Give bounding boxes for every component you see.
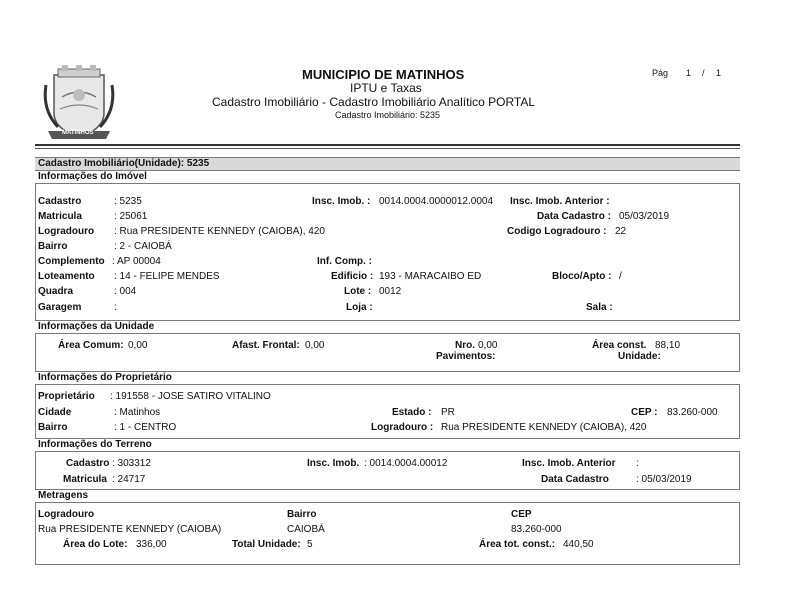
imovel-logradouro-label: Logradouro: [38, 226, 95, 237]
imovel-quadra-value: : 004: [114, 286, 137, 297]
metragens-cep-value: 83.260-000: [511, 524, 562, 535]
imovel-bloco-label: Bloco/Apto :: [552, 271, 612, 282]
section-unidade-title: Informações da Unidade: [38, 321, 155, 332]
section-terreno-title: Informações do Terreno: [38, 439, 152, 450]
page-label: Pág: [652, 68, 669, 78]
unidade-pavimentos-label: Pavimentos:: [436, 351, 496, 362]
prop-logradouro-value: Rua PRESIDENTE KENNEDY (CAIOBA), 420: [441, 422, 647, 433]
metragens-area-lote-label: Área do Lote:: [63, 539, 128, 550]
imovel-logradouro-value: : Rua PRESIDENTE KENNEDY (CAIOBA), 420: [114, 226, 325, 237]
imovel-insc-label: Insc. Imob. :: [312, 196, 371, 207]
prop-logradouro-label: Logradouro :: [371, 422, 434, 433]
imovel-edificio-label: Edificio :: [331, 271, 374, 282]
terreno-data-cadastro-label: Data Cadastro: [541, 474, 609, 485]
imovel-quadra-label: Quadra: [38, 286, 74, 297]
imovel-lote-value: 0012: [379, 286, 402, 297]
metragens-total-unidade-value: 5: [307, 539, 313, 550]
section-terreno-bar: [35, 438, 740, 452]
imovel-matricula-label: Matricula: [38, 211, 82, 222]
imovel-lote-label: Lote :: [344, 286, 372, 297]
prop-proprietario-label: Proprietário: [38, 391, 95, 402]
imovel-sala-label: Sala :: [586, 302, 613, 313]
record-title-bar: [35, 157, 740, 171]
unidade-area-const-label: Área const.: [592, 340, 647, 351]
terreno-insc-anterior-label: Insc. Imob. Anterior: [522, 458, 616, 469]
section-imovel-title: Informações do Imóvel: [38, 171, 147, 182]
imovel-cod-logradouro-label: Codigo Logradouro :: [507, 226, 607, 237]
imovel-insc-anterior-label: Insc. Imob. Anterior :: [510, 196, 610, 207]
imovel-loteamento-value: : 14 - FELIPE MENDES: [114, 271, 220, 282]
imovel-bloco-value: /: [619, 271, 622, 282]
terreno-cadastro-value: : 303312: [112, 458, 151, 469]
terreno-matricula-label: Matricula: [63, 474, 107, 485]
metragens-area-lote-value: 336,00: [136, 539, 167, 550]
municipal-crest-logo: [40, 65, 118, 145]
imovel-garagem-value: :: [114, 302, 117, 313]
imovel-complemento-label: Complemento: [38, 256, 105, 267]
section-unidade-bar: [35, 320, 740, 334]
prop-estado-value: PR: [441, 407, 455, 418]
terreno-matricula-value: : 24717: [112, 474, 146, 485]
unidade-unidade-label: Unidade:: [618, 351, 661, 362]
imovel-data-cadastro-label: Data Cadastro :: [537, 211, 611, 222]
section-metragens-title: Metragens: [38, 490, 89, 501]
report-cadastro-ref: Cadastro Imobiliário: 5235: [335, 110, 441, 120]
metragens-col-logradouro: Logradouro: [38, 509, 95, 520]
imovel-insc-value: 0014.0004.0000012.0004: [379, 196, 494, 207]
prop-estado-label: Estado :: [392, 407, 432, 418]
terreno-cadastro-label: Cadastro: [66, 458, 110, 469]
prop-bairro-label: Bairro: [38, 422, 68, 433]
header-rule-thick: [35, 144, 740, 146]
imovel-complemento-value: : AP 00004: [112, 256, 161, 267]
unidade-area-const-value: 88,10: [655, 340, 681, 351]
unidade-nro-value: 0,00: [478, 340, 498, 351]
unidade-nro-label: Nro.: [455, 340, 475, 351]
imovel-matricula-value: : 25061: [114, 211, 148, 222]
unidade-afast-label: Afast. Frontal:: [232, 340, 300, 351]
metragens-area-tot-value: 440,50: [563, 539, 594, 550]
prop-cep-label: CEP :: [631, 407, 658, 418]
crest-ribbon-text: MATINHOS: [62, 130, 94, 136]
imovel-bairro-value: : 2 - CAIOBÁ: [114, 241, 172, 252]
terreno-insc-label: Insc. Imob.: [307, 458, 360, 469]
prop-cidade-label: Cidade: [38, 407, 72, 418]
prop-proprietario-value: : 191558 - JOSE SATIRO VITALINO: [110, 391, 271, 402]
imovel-cadastro-value: : 5235: [114, 196, 142, 207]
prop-bairro-value: : 1 - CENTRO: [114, 422, 177, 433]
section-imovel-bar: [35, 170, 740, 184]
imovel-cod-logradouro-value: 22: [615, 226, 627, 237]
metragens-area-tot-label: Área tot. const.:: [479, 539, 556, 550]
report-title: Cadastro Imobiliário - Cadastro Imobiliário Analítico PORTAL: [212, 95, 536, 109]
header-rule-thin: [35, 148, 740, 149]
section-proprietario-title: Informações do Proprietário: [38, 372, 172, 383]
metragens-total-unidade-label: Total Unidade:: [232, 539, 301, 550]
record-title: Cadastro Imobiliário(Unidade): 5235: [38, 158, 210, 169]
unidade-afast-value: 0,00: [305, 340, 325, 351]
unidade-area-comum-label: Área Comum:: [58, 340, 124, 351]
imovel-cadastro-label: Cadastro: [38, 196, 82, 207]
prop-cidade-value: : Matinhos: [114, 407, 161, 418]
terreno-insc-anterior-value: :: [636, 458, 639, 469]
report-subtitle: IPTU e Taxas: [350, 81, 422, 95]
imovel-bairro-label: Bairro: [38, 241, 68, 252]
metragens-col-bairro: Bairro: [287, 509, 317, 520]
terreno-insc-value: : 0014.0004.00012: [364, 458, 448, 469]
imovel-data-cadastro-value: 05/03/2019: [619, 211, 670, 222]
municipality-title: MUNICIPIO DE MATINHOS: [302, 67, 465, 82]
unidade-area-comum-value: 0,00: [128, 340, 148, 351]
imovel-loja-label: Loja :: [346, 302, 373, 313]
metragens-col-cep: CEP: [511, 509, 532, 520]
page-current: 1: [686, 68, 692, 78]
imovel-garagem-label: Garagem: [38, 302, 82, 313]
imovel-loteamento-label: Loteamento: [38, 271, 95, 282]
imovel-infcomp-label: Inf. Comp. :: [317, 256, 372, 267]
section-metragens-bar: [35, 489, 740, 503]
page-separator: /: [702, 68, 705, 78]
metragens-logradouro-value: Rua PRESIDENTE KENNEDY (CAIOBA): [38, 524, 222, 535]
page-total: 1: [716, 68, 722, 78]
metragens-bairro-value: CAIOBÁ: [287, 524, 325, 535]
prop-cep-value: 83.260-000: [667, 407, 718, 418]
imovel-edificio-value: 193 - MARACAIBO ED: [379, 271, 482, 282]
section-proprietario-bar: [35, 371, 740, 385]
terreno-data-cadastro-value: : 05/03/2019: [636, 474, 692, 485]
